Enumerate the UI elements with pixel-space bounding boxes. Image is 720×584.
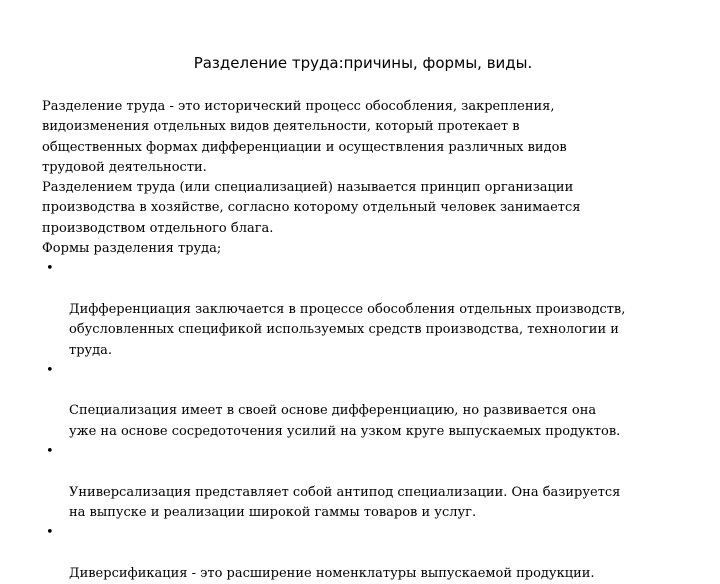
forms-list bbox=[42, 259, 682, 584]
paragraph-definition: Разделение труда - это исторический процесс обособления, закрепления, видоизменения отдельных видов деятельности, который протекает в общественных формах дифференциации и осуществления различных видов трудовой деятельности. bbox=[42, 99, 567, 175]
paragraph-forms-heading: Формы разделения труда; bbox=[42, 241, 222, 257]
list-item-text: Дифференциация заключается в процессе обособления отдельных производств, обусловленных спецификой используемых средств производства, технологии и труда. bbox=[69, 301, 626, 358]
bullet-icon: • bbox=[46, 362, 54, 378]
list-item-universalization bbox=[42, 442, 682, 523]
list-item-text: Специализация имеет в своей основе дифференциацию, но развивается она уже на основе сосредоточения усилий на узком круге выпускаемых продуктов. bbox=[69, 403, 621, 439]
slide-title: Разделение труда:причины, формы, виды. bbox=[193, 54, 533, 72]
list-item-text: Диверсификация - это расширение номенклатуры выпускаемой продукции. bbox=[69, 565, 595, 581]
list-item-diversification bbox=[42, 523, 682, 584]
slide-body bbox=[42, 97, 682, 584]
list-item-text: Универсализация представляет собой антипод специализации. Она базируется на выпуске и реализации широкой гаммы товаров и услуг. bbox=[69, 484, 621, 520]
list-item-specialization bbox=[42, 361, 682, 442]
paragraph-specialization: Разделением труда (или специализацией) называется принцип организации производства в хозяйстве, согласно которому отдельный человек занимается производством отдельного блага. bbox=[42, 180, 581, 236]
bullet-icon: • bbox=[46, 261, 54, 277]
list-item-differentiation bbox=[42, 259, 682, 360]
bullet-icon: • bbox=[46, 525, 54, 541]
bullet-icon: • bbox=[46, 444, 54, 460]
